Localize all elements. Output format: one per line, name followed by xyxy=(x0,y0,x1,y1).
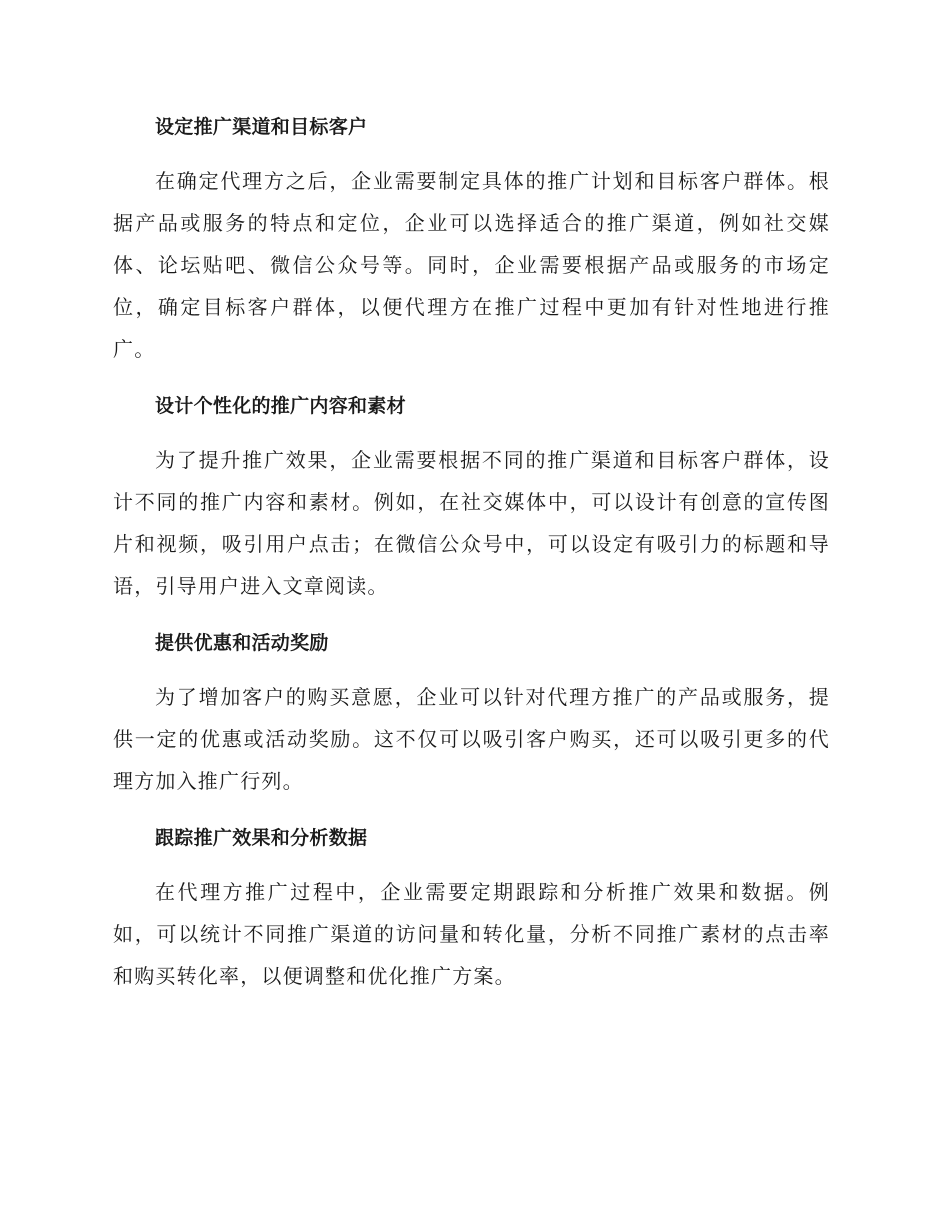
section-heading: 跟踪推广效果和分析数据 xyxy=(155,827,368,849)
section-heading: 提供优惠和活动奖励 xyxy=(155,632,329,654)
section-discounts-rewards xyxy=(113,623,830,802)
section-paragraph: 在代理方推广过程中，企业需要定期跟踪和分析推广效果和数据。例如，可以统计不同推广渠道的访问量和转化量，分析不同推广素材的点击率和购买转化率，以便调整和优化推广方案。 xyxy=(113,880,830,988)
section-tracking-analysis xyxy=(113,818,830,997)
section-heading: 设定推广渠道和目标客户 xyxy=(155,116,368,138)
section-paragraph: 在确定代理方之后，企业需要制定具体的推广计划和目标客户群体。根据产品或服务的特点和定位，企业可以选择适合的推广渠道，例如社交媒体、论坛贴吧、微信公众号等。同时，企业需要根据产品或服务的市场定位，确定目标客户群体，以便代理方在推广过程中更加有针对性地进行推广。 xyxy=(113,169,830,361)
section-paragraph: 为了增加客户的购买意愿，企业可以针对代理方推广的产品或服务，提供一定的优惠或活动奖励。这不仅可以吸引客户购买，还可以吸引更多的代理方加入推广行列。 xyxy=(113,685,830,793)
section-personalized-content xyxy=(113,386,830,607)
section-heading: 设计个性化的推广内容和素材 xyxy=(155,395,406,417)
section-promotion-channels xyxy=(113,107,830,370)
section-paragraph: 为了提升推广效果，企业需要根据不同的推广渠道和目标客户群体，设计不同的推广内容和素材。例如，在社交媒体中，可以设计有创意的宣传图片和视频，吸引用户点击；在微信公众号中，可以设定有吸引力的标题和导语，引导用户进入文章阅读。 xyxy=(113,448,830,598)
